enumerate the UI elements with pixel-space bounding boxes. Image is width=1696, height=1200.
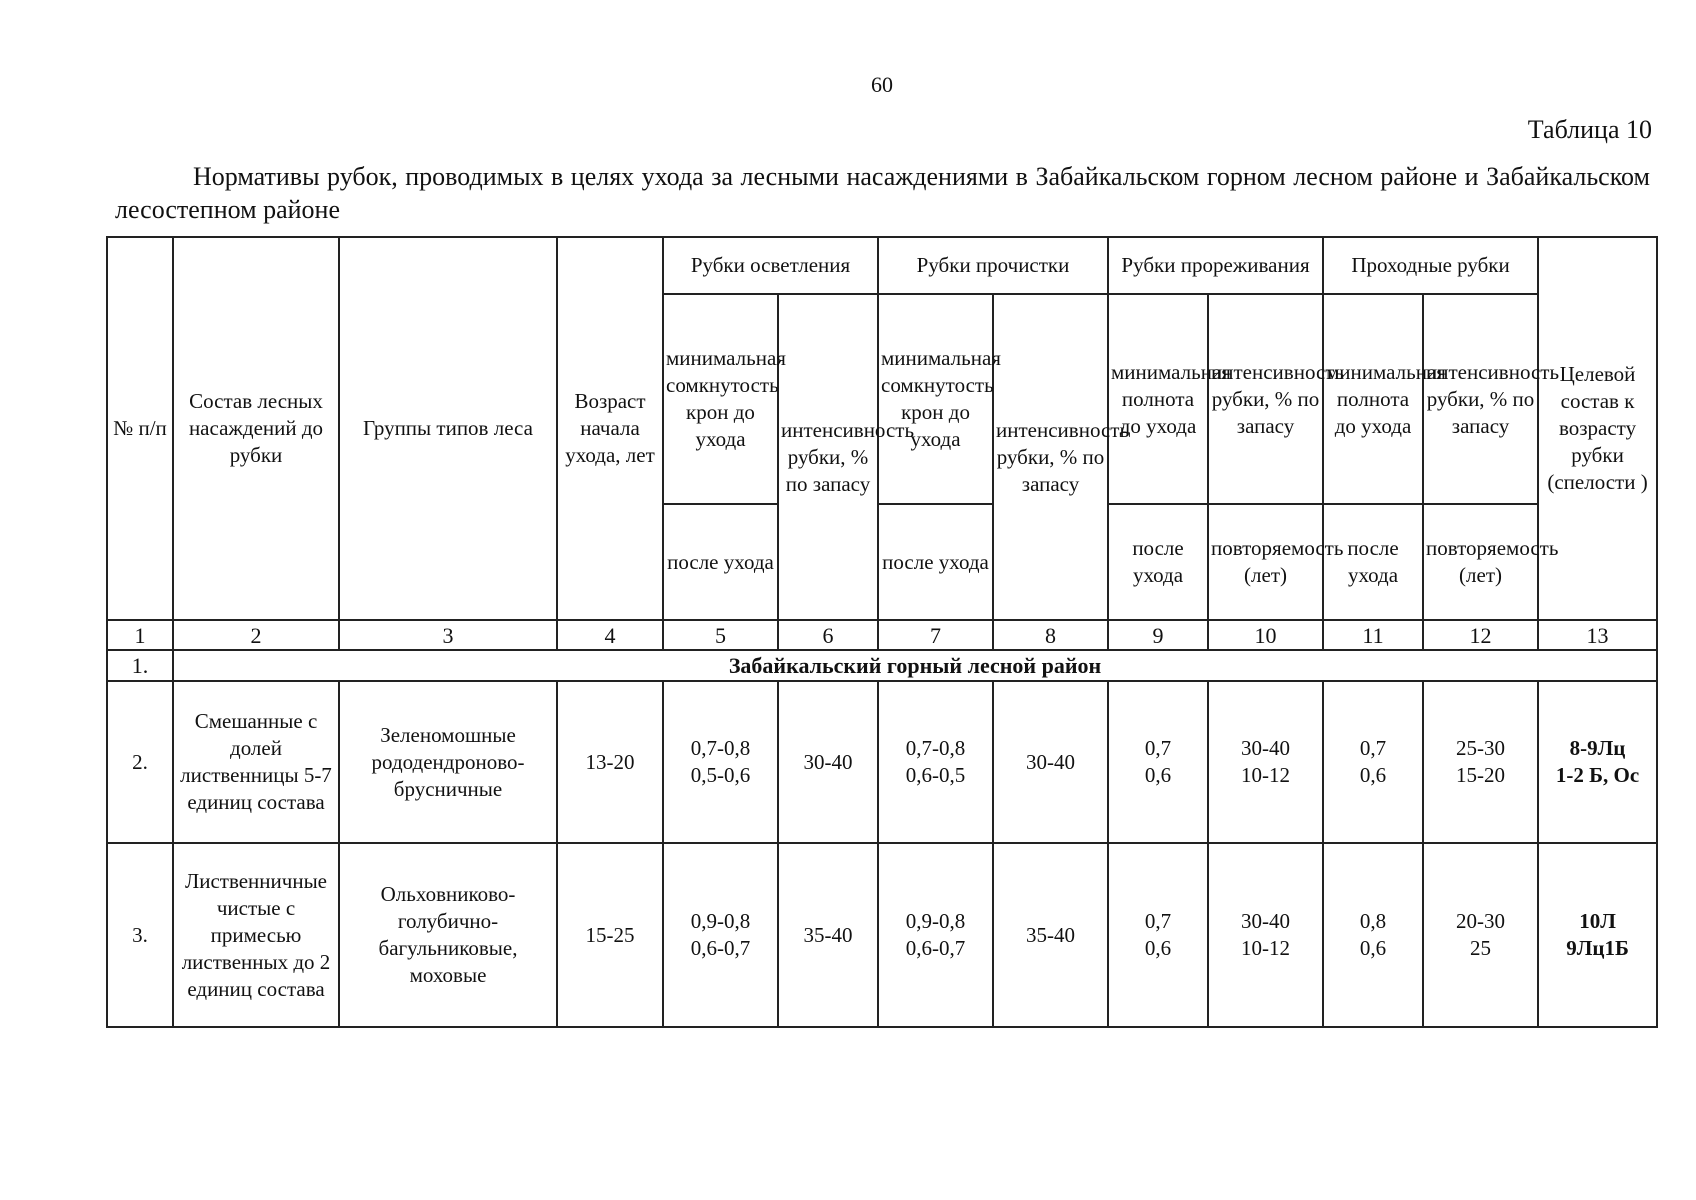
row-phd-repeat-value: 15-20: [1456, 763, 1506, 787]
row-prz-density-after: 0,6: [1144, 936, 1172, 960]
row-phd-density-before: 0,7: [1359, 736, 1387, 760]
column-number: 4: [557, 620, 663, 650]
row-prz-density: [1108, 681, 1208, 843]
row-osv-crown-before: 0,7-0,8: [690, 736, 751, 760]
column-number: 1: [107, 620, 173, 650]
row-pro-intensity: 30-40: [993, 681, 1108, 843]
row-osv-crown: [663, 843, 778, 1027]
group-label: Забайкальский горный лесной район: [173, 650, 1657, 681]
row-pro-intensity: 35-40: [993, 843, 1108, 1027]
row-forest-types: Ольховниково-голубично-багульниковые, моховые: [339, 843, 557, 1027]
header-prochistka: Рубки прочистки: [878, 237, 1108, 294]
header-phd-intensity: интенсивность рубки, % по запасу: [1423, 294, 1538, 504]
header-prz-after: после ухода: [1108, 504, 1208, 620]
row-age: 15-25: [557, 843, 663, 1027]
header-phd-after: после ухода: [1323, 504, 1423, 620]
row-phd-density: [1323, 681, 1423, 843]
document-title: Нормативы рубок, проводимых в целях ухода за лесными насаждениями в Забайкальском горном лесном районе и Забайкальском лесостепном районе: [115, 162, 1650, 224]
row-prz-density: [1108, 843, 1208, 1027]
page-number: 60: [871, 72, 893, 97]
column-number: 6: [778, 620, 878, 650]
row-phd-repeat-value: 25: [1470, 936, 1492, 960]
table-row: [107, 843, 1657, 1027]
column-number: 2: [173, 620, 339, 650]
row-pro-crown-after: 0,6-0,7: [905, 936, 966, 960]
row-phd-intensity-value: 25-30: [1456, 736, 1506, 760]
row-phd-intensity: [1423, 681, 1538, 843]
row-prz-density-after: 0,6: [1144, 763, 1172, 787]
row-pro-crown: [878, 843, 993, 1027]
header-pro-min-crown: минимальная сомкнутость крон до ухода: [878, 294, 993, 504]
column-number: 10: [1208, 620, 1323, 650]
row-target-admix: 1-2 Б, Ос: [1555, 763, 1640, 787]
row-prz-density-before: 0,7: [1144, 909, 1172, 933]
header-prz-repeat: повторяемость (лет): [1208, 504, 1323, 620]
table-row: [107, 681, 1657, 843]
row-pro-crown: [878, 681, 993, 843]
header-forest-types: Группы типов леса: [339, 237, 557, 620]
header-prohodnye: Проходные рубки: [1323, 237, 1538, 294]
norms-table: [106, 236, 1658, 1028]
row-target-main: 8-9Лц: [1569, 736, 1626, 760]
header-osv-min-crown: минимальная сомкнутость крон до ухода: [663, 294, 778, 504]
row-osv-crown-after: 0,5-0,6: [690, 763, 751, 787]
row-num: 3.: [107, 843, 173, 1027]
row-phd-density-after: 0,6: [1359, 763, 1387, 787]
column-number: 3: [339, 620, 557, 650]
column-number: 5: [663, 620, 778, 650]
row-phd-density-after: 0,6: [1359, 936, 1387, 960]
group-num: 1.: [107, 650, 173, 681]
row-forest-types: Зеленомошные рододендроново-брусничные: [339, 681, 557, 843]
column-number: 7: [878, 620, 993, 650]
row-prz-intensity: [1208, 681, 1323, 843]
header-phd-repeat: повторяемость (лет): [1423, 504, 1538, 620]
column-number: 8: [993, 620, 1108, 650]
row-phd-density: [1323, 843, 1423, 1027]
header-num: № п/п: [107, 237, 173, 620]
header-prorezhivanie: Рубки прореживания: [1108, 237, 1323, 294]
header-composition: Состав лесных насаждений до рубки: [173, 237, 339, 620]
row-target-main: 10Л: [1579, 909, 1616, 933]
header-row-groups: [107, 237, 1657, 294]
header-prz-min-density: минимальная полнота до ухода: [1108, 294, 1208, 504]
row-osv-crown-before: 0,9-0,8: [690, 909, 751, 933]
row-age: 13-20: [557, 681, 663, 843]
header-phd-min-density: минимальная полнота до ухода: [1323, 294, 1423, 504]
header-target: Целевой состав к возрасту рубки (спелости ): [1538, 237, 1657, 620]
header-pro-intensity: интенсивность рубки, % по запасу: [993, 294, 1108, 620]
row-pro-crown-after: 0,6-0,5: [905, 763, 966, 787]
row-composition: Лиственничные чистые с примесью лиственных до 2 единиц состава: [173, 843, 339, 1027]
row-pro-crown-before: 0,7-0,8: [905, 736, 966, 760]
group-row: [107, 650, 1657, 681]
column-number: 9: [1108, 620, 1208, 650]
row-prz-intensity-value: 30-40: [1241, 736, 1291, 760]
row-osv-intensity: 35-40: [778, 843, 878, 1027]
column-number-row: [107, 620, 1657, 650]
column-number: 11: [1323, 620, 1423, 650]
header-osv-intensity: интенсивность рубки, % по запасу: [778, 294, 878, 620]
row-prz-intensity: [1208, 843, 1323, 1027]
column-number: 13: [1538, 620, 1657, 650]
header-osvetlenie: Рубки осветления: [663, 237, 878, 294]
row-prz-density-before: 0,7: [1144, 736, 1172, 760]
column-number: 12: [1423, 620, 1538, 650]
row-target-admix: 9Лц1Б: [1566, 936, 1629, 960]
row-composition: Смешанные с долей лиственницы 5-7 единиц состава: [173, 681, 339, 843]
row-osv-crown: [663, 681, 778, 843]
header-pro-after: после ухода: [878, 504, 993, 620]
header-prz-intensity: интенсивность рубки, % по запасу: [1208, 294, 1323, 504]
row-prz-repeat-value: 10-12: [1241, 763, 1291, 787]
row-osv-crown-after: 0,6-0,7: [690, 936, 751, 960]
row-prz-intensity-value: 30-40: [1241, 909, 1291, 933]
row-target: [1538, 681, 1657, 843]
row-phd-intensity-value: 20-30: [1456, 909, 1506, 933]
row-phd-density-before: 0,8: [1359, 909, 1387, 933]
table-caption: Таблица 10: [1527, 115, 1652, 144]
row-osv-intensity: 30-40: [778, 681, 878, 843]
header-age: Возраст начала ухода, лет: [557, 237, 663, 620]
row-prz-repeat-value: 10-12: [1241, 936, 1291, 960]
header-osv-after: после ухода: [663, 504, 778, 620]
row-target: [1538, 843, 1657, 1027]
row-phd-intensity: [1423, 843, 1538, 1027]
row-num: 2.: [107, 681, 173, 843]
row-pro-crown-before: 0,9-0,8: [905, 909, 966, 933]
